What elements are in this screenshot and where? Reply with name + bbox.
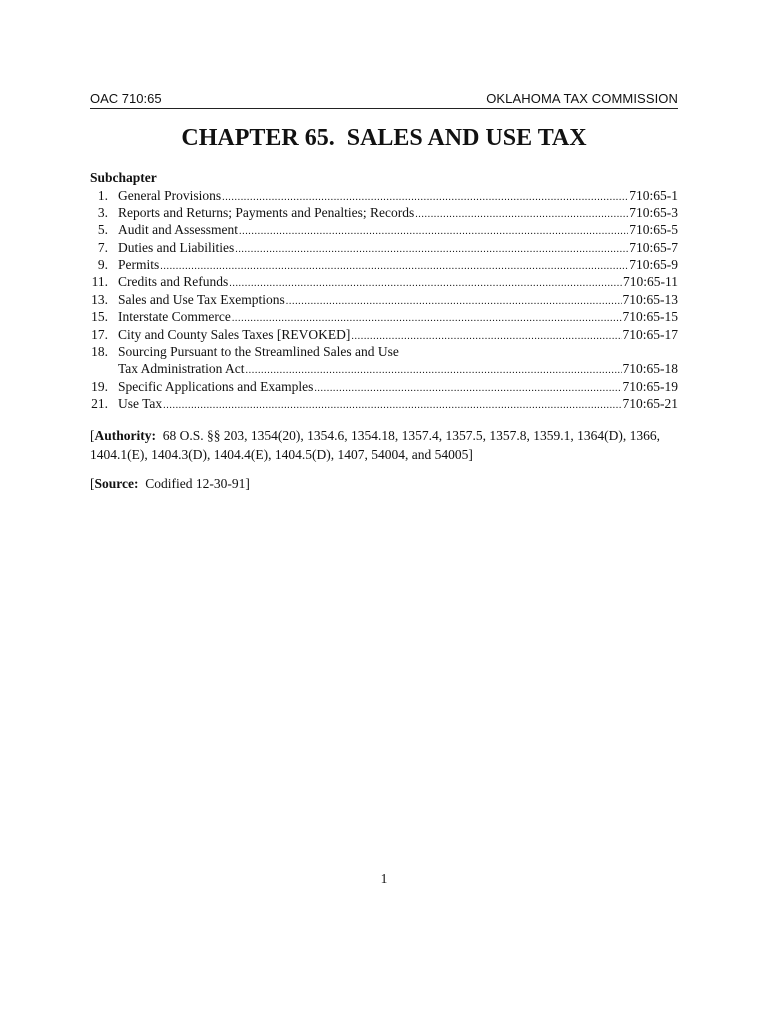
toc-entry-page: 710:65-17 (622, 326, 678, 342)
toc-entry-number: 7. (97, 239, 108, 255)
toc-entry-title: Interstate Commerce (118, 309, 231, 325)
toc-entry-title: Sourcing Pursuant to the Streamlined Sales and Use (118, 344, 399, 360)
toc-entry-page: 710:65-13 (622, 291, 678, 307)
document-body (90, 169, 678, 493)
toc-entry-page: 710:65-19 (622, 378, 678, 394)
toc-entry-title: Audit and Assessment (118, 222, 238, 238)
toc-heading: Subchapter (90, 170, 157, 185)
header-agency: OKLAHOMA TAX COMMISSION (486, 91, 678, 106)
toc-entry (90, 256, 678, 273)
toc-entry (90, 360, 678, 377)
toc-entry (90, 187, 678, 204)
toc-entry (90, 395, 678, 412)
source-label: Source: (94, 475, 139, 491)
toc-entry-page: 710:65-15 (622, 309, 678, 325)
source-text: Codified 12-30-91 (145, 475, 246, 491)
toc-entry (90, 273, 678, 290)
toc-entry-page: 710:65-9 (629, 257, 678, 273)
toc-entry-number: 15. (91, 309, 108, 325)
toc-entry-page: 710:65-18 (622, 361, 678, 377)
toc-entry-title: Reports and Returns; Payments and Penalties; Records (118, 204, 415, 220)
toc-entry (90, 291, 678, 308)
toc-dot-leader (163, 397, 621, 414)
toc-entry-number: 18. (91, 344, 108, 360)
toc-entry (90, 204, 678, 221)
toc-entry (90, 326, 678, 343)
source-note: [Source: Codified 12-30-91] (90, 475, 250, 491)
toc-entry-page: 710:65-5 (629, 222, 678, 238)
header-code: OAC 710:65 (90, 91, 162, 106)
toc-entry (90, 378, 678, 395)
toc-entry-title: Tax Administration Act (118, 361, 245, 377)
toc-entry-title: City and County Sales Taxes [REVOKED] (118, 326, 351, 342)
toc-entry (90, 221, 678, 238)
authority-text: 68 O.S. §§ 203, 1354(20), 1354.6, 1354.18, 1357.4, 1357.5, 1357.8, 1359.1, 1364(D), 1366, 1404.1(E), 1404.3(D), 1404.4(E), 1404.5(D), 1407, 54004, and 54005 (90, 427, 660, 462)
toc-entry-number: 11. (91, 274, 108, 290)
toc-entry-title: Permits (118, 257, 160, 273)
toc-entry (90, 343, 678, 360)
toc-entry-line (118, 395, 678, 414)
toc-entry-number: 3. (97, 204, 108, 220)
toc-entry-title: Sales and Use Tax Exemptions (118, 291, 285, 307)
toc-entry-number: 9. (97, 257, 108, 273)
toc-entry-page: 710:65-1 (629, 187, 678, 203)
toc-entry-title: Use Tax (118, 396, 163, 412)
toc-entry-number: 13. (91, 291, 108, 307)
toc-entry-page: 710:65-11 (623, 274, 678, 290)
authority-label: Authority: (94, 427, 156, 443)
running-header (90, 91, 678, 109)
toc-entry-page: 710:65-21 (622, 396, 678, 412)
toc-entry (90, 308, 678, 325)
toc-entry-page: 710:65-7 (629, 239, 678, 255)
toc-entry-title: Specific Applications and Examples (118, 378, 314, 394)
toc-entry-number: 5. (97, 222, 108, 238)
toc-entry-number: 1. (97, 187, 108, 203)
toc-entry-number: 21. (91, 396, 108, 412)
toc-entry-title: General Provisions (118, 187, 222, 203)
toc-entry-title: Credits and Refunds (118, 274, 229, 290)
toc-entry (90, 239, 678, 256)
toc-entry-line (118, 343, 678, 360)
chapter-title: CHAPTER 65. SALES AND USE TAX (181, 125, 587, 151)
toc-entry-number: 17. (91, 326, 108, 342)
page-number: 1 (380, 871, 388, 886)
toc-list (90, 187, 678, 413)
authority-note: [Authority: 68 O.S. §§ 203, 1354(20), 1354.6, 1354.18, 1357.4, 1357.5, 1357.8, 1359.1, 1364(D), 1366, 1404.1(E), 1404.3(D), 1404.4(E), 1404.5(D), 1407, 54004, and 54005] (90, 427, 660, 462)
toc-entry-title: Duties and Liabilities (118, 239, 235, 255)
toc-entry-number: 19. (91, 378, 108, 394)
toc-entry-page: 710:65-3 (629, 204, 678, 220)
